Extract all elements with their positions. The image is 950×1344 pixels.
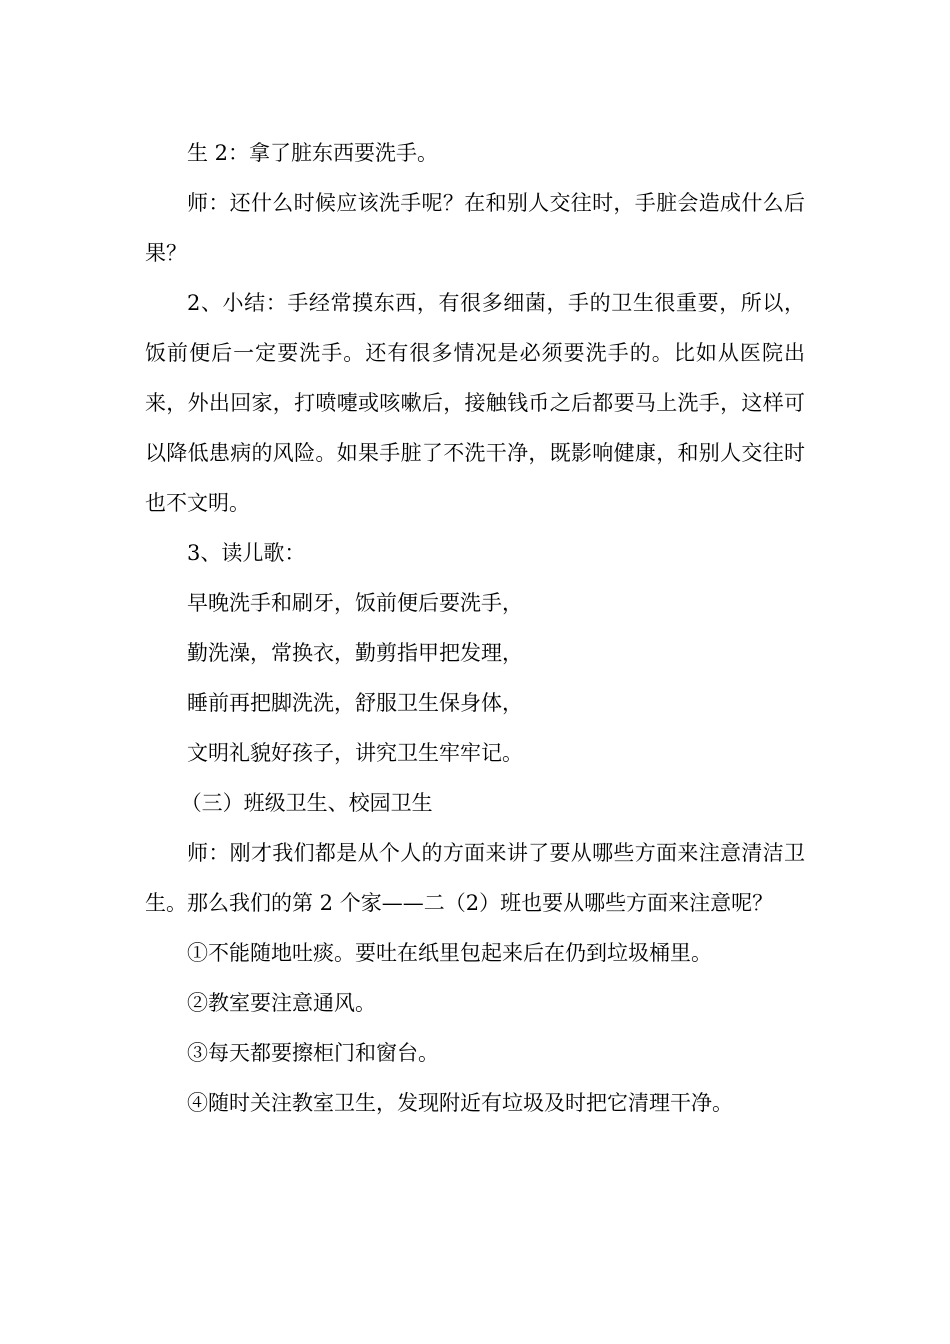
student-answer-paragraph: 生 2：拿了脏东西要洗手。 bbox=[187, 141, 439, 165]
read-rhyme-heading: 3、读儿歌： bbox=[187, 541, 306, 565]
point-item-3: ③每天都要擦柜门和窗台。 bbox=[187, 1041, 439, 1065]
section-heading: （三）班级卫生、校园卫生 bbox=[180, 791, 433, 815]
teacher-question-paragraph: 师：还什么时候应该洗手呢？在和别人交往时，手脏会造成什么后果？ bbox=[145, 191, 805, 265]
point-item-1: ①不能随地吐痰。要吐在纸里包起来后在仍到垃圾桶里。 bbox=[187, 941, 712, 965]
rhyme-line-3: 睡前再把脚洗洗，舒服卫生保身体， bbox=[187, 691, 523, 715]
point-item-4: ④随时关注教室卫生，发现附近有垃圾及时把它清理干净。 bbox=[187, 1091, 733, 1115]
summary-paragraph: 2、小结：手经常摸东西，有很多细菌，手的卫生很重要，所以，饭前便后一定要洗手。还有很多情况是必须要洗手的。比如从医院出来，外出回家，打喷嚏或咳嗽后，接触钱币之后都要马上洗手，这样可以降低患病的风险。如果手脏了不洗干净，既影响健康，和别人交往时也不文明。 bbox=[145, 291, 805, 515]
teacher-prompt-paragraph: 师：刚才我们都是从个人的方面来讲了要从哪些方面来注意清洁卫生。那么我们的第 2 个家——二（2）班也要从哪些方面来注意呢？ bbox=[145, 841, 805, 915]
rhyme-line-1: 早晚洗手和刷牙，饭前便后要洗手， bbox=[187, 591, 523, 615]
point-item-2: ②教室要注意通风。 bbox=[187, 991, 376, 1015]
rhyme-line-2: 勤洗澡，常换衣，勤剪指甲把发理， bbox=[187, 641, 523, 665]
document-body bbox=[145, 128, 805, 1128]
rhyme-line-4: 文明礼貌好孩子，讲究卫生牢牢记。 bbox=[187, 741, 523, 765]
